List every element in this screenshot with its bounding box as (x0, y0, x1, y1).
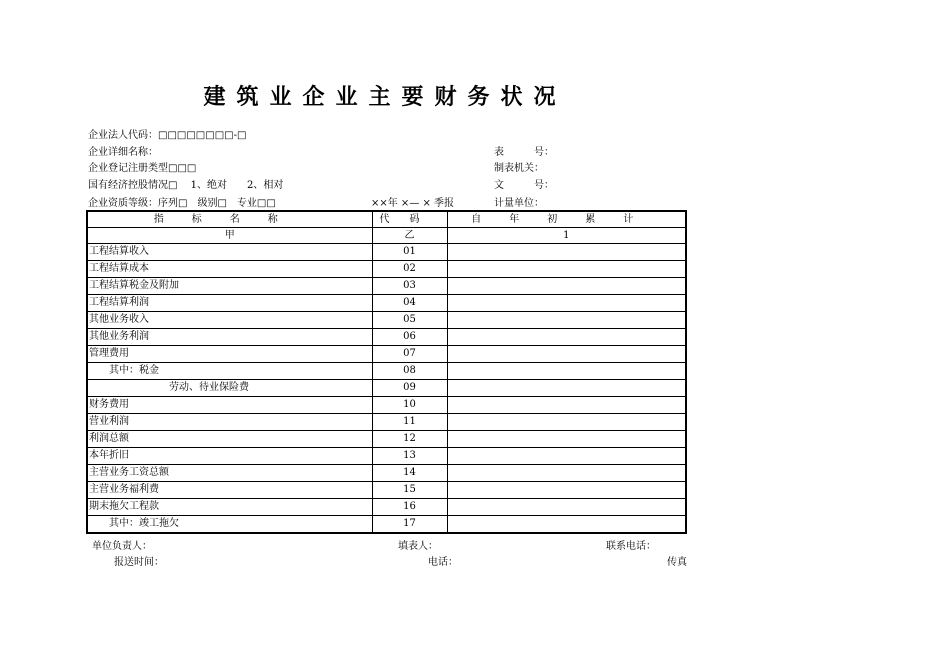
fax-label: 传真 (667, 557, 687, 568)
table-row (87, 465, 686, 482)
indicator-name: 劳动、待业保险费 (87, 380, 372, 397)
ytd-value-cell[interactable] (447, 329, 686, 346)
ytd-value-cell[interactable] (447, 261, 686, 278)
table-row (87, 516, 686, 534)
indicator-code: 02 (372, 261, 447, 278)
filler-label: 填表人： (398, 541, 438, 552)
table-row (87, 329, 686, 346)
indicator-code: 13 (372, 448, 447, 465)
phone-label: 电话： (428, 557, 458, 568)
issuing-authority-label: 制表机关： (494, 163, 544, 174)
table-row (87, 363, 686, 380)
indicator-code: 12 (372, 431, 447, 448)
indicator-code: 03 (372, 278, 447, 295)
header-indicator-name: 指标名称 (87, 211, 372, 228)
ytd-value-cell[interactable] (447, 414, 686, 431)
table-row (87, 482, 686, 499)
indicator-name: 营业利润 (87, 414, 372, 431)
table-row (87, 295, 686, 312)
indicator-code: 17 (372, 516, 447, 534)
indicator-name: 工程结算成本 (87, 261, 372, 278)
table-subheader-row (87, 228, 686, 244)
ytd-value-cell[interactable] (447, 363, 686, 380)
report-title: 建筑业企业主要财务状况 (203, 85, 567, 110)
header-ytd-total: 自年初累计 (447, 211, 686, 228)
header-code: 代码 (372, 211, 447, 228)
subheader-b: 乙 (372, 228, 447, 244)
indicator-code: 06 (372, 329, 447, 346)
unit-of-measure-label: 计量单位： (494, 198, 544, 209)
indicator-code: 04 (372, 295, 447, 312)
ytd-value-cell[interactable] (447, 278, 686, 295)
qualification-label: 企业资质等级：序列□ 级别□ 专业□□ (88, 198, 276, 209)
table-row (87, 397, 686, 414)
indicator-name: 其他业务利润 (87, 329, 372, 346)
unit-head-label: 单位负责人： (92, 541, 152, 552)
table-row (87, 380, 686, 397)
ytd-value-cell[interactable] (447, 465, 686, 482)
indicator-code: 07 (372, 346, 447, 363)
ytd-value-cell[interactable] (447, 397, 686, 414)
indicator-code: 09 (372, 380, 447, 397)
ytd-value-cell[interactable] (447, 482, 686, 499)
indicator-name: 其中：竣工拖欠 (87, 516, 372, 534)
table-row (87, 431, 686, 448)
table-row (87, 261, 686, 278)
indicator-name: 工程结算利润 (87, 295, 372, 312)
table-row (87, 414, 686, 431)
ytd-value-cell[interactable] (447, 312, 686, 329)
contact-phone-label: 联系电话： (606, 541, 656, 552)
indicator-name: 工程结算税金及附加 (87, 278, 372, 295)
table-row (87, 278, 686, 295)
indicator-name: 利润总额 (87, 431, 372, 448)
ytd-value-cell[interactable] (447, 448, 686, 465)
indicator-name: 主营业务工资总额 (87, 465, 372, 482)
ytd-value-cell[interactable] (447, 499, 686, 516)
company-name-label: 企业详细名称： (88, 147, 158, 158)
indicator-code: 16 (372, 499, 447, 516)
indicator-code: 14 (372, 465, 447, 482)
indicator-name: 主营业务福利费 (87, 482, 372, 499)
submit-time-label: 报送时间： (114, 557, 164, 568)
indicator-name: 管理费用 (87, 346, 372, 363)
registration-type-label: 企业登记注册类型□□□ (88, 163, 197, 174)
indicator-name: 期末拖欠工程款 (87, 499, 372, 516)
subheader-a: 甲 (87, 228, 372, 244)
indicator-code: 11 (372, 414, 447, 431)
indicator-code: 10 (372, 397, 447, 414)
table-row (87, 499, 686, 516)
table-row (87, 312, 686, 329)
state-holding-label: 国有经济控股情况□ 1、绝对 2、相对 (88, 180, 284, 191)
indicator-code: 08 (372, 363, 447, 380)
indicator-code: 01 (372, 244, 447, 261)
ytd-value-cell[interactable] (447, 380, 686, 397)
table-row (87, 244, 686, 261)
ytd-value-cell[interactable] (447, 516, 686, 534)
form-number-label: 表 号： (494, 147, 554, 158)
indicator-name: 财务费用 (87, 397, 372, 414)
table-header-row (87, 211, 686, 228)
report-period: ××年 ×— × 季报 (371, 198, 455, 209)
table-row (87, 448, 686, 465)
ytd-value-cell[interactable] (447, 431, 686, 448)
legal-code-label: 企业法人代码：□□□□□□□□-□ (88, 130, 247, 141)
indicator-name: 其他业务收入 (87, 312, 372, 329)
indicator-name: 本年折旧 (87, 448, 372, 465)
table-row (87, 346, 686, 363)
indicator-code: 15 (372, 482, 447, 499)
document-number-label: 文 号： (494, 180, 554, 191)
ytd-value-cell[interactable] (447, 295, 686, 312)
indicator-code: 05 (372, 312, 447, 329)
indicator-name: 工程结算收入 (87, 244, 372, 261)
ytd-value-cell[interactable] (447, 244, 686, 261)
subheader-c: 1 (447, 228, 686, 244)
financial-report-table (86, 210, 687, 534)
ytd-value-cell[interactable] (447, 346, 686, 363)
indicator-name: 其中：税金 (87, 363, 372, 380)
